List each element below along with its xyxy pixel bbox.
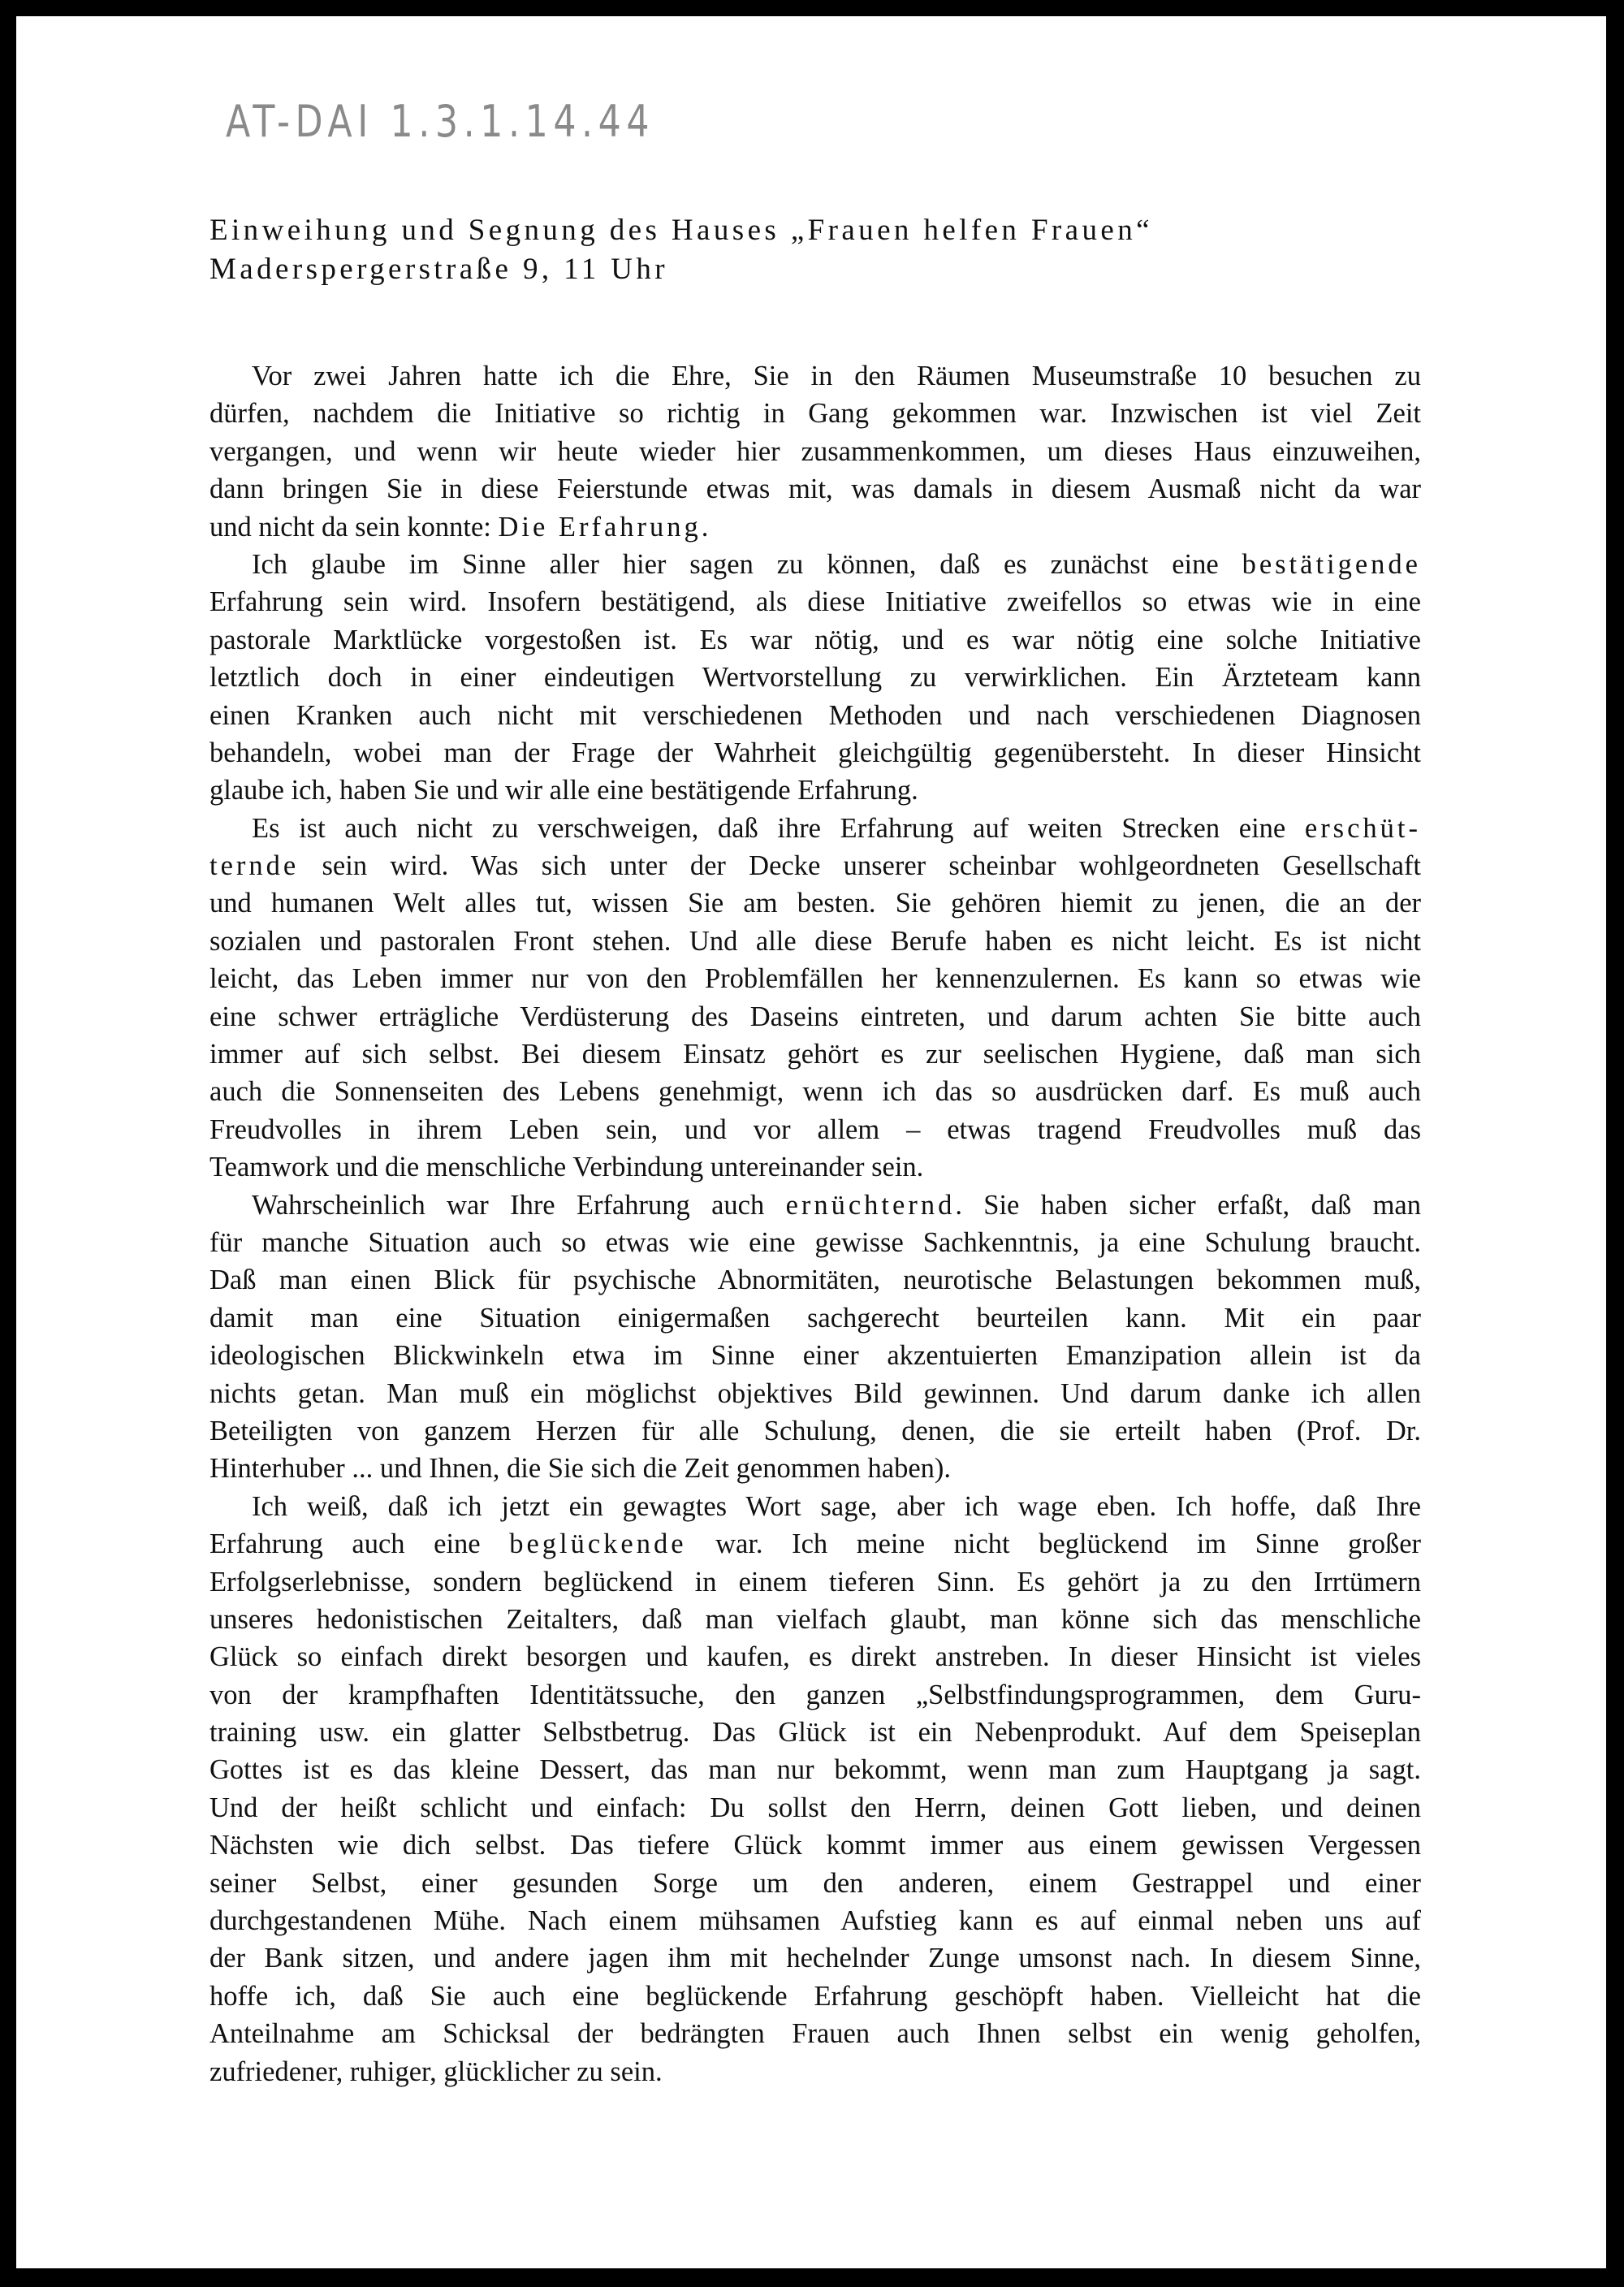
text-line [209,810,1421,847]
line-text-after: sein wird. Was sich unter der Decke unserer scheinbar wohlgeordneten Gesellschaft [299,850,1421,882]
text-line [209,583,1421,620]
text-line [209,1148,1421,1186]
text-line [209,508,1421,546]
text-line [209,923,1421,960]
text-line [209,1375,1421,1412]
paragraph [209,810,1421,1187]
paragraph [209,546,1421,810]
line-text: von der krampfhaften Identitätssuche, den ganzen „Selbstfindungsprogrammen, dem Guru- [209,1679,1421,1710]
text-line [209,1676,1421,1714]
line-text: Gottes ist es das kleine Dessert, das man nur bekommt, wenn man zum Hauptgang ja sagt. [209,1754,1421,1786]
text-line [209,1488,1421,1525]
line-text: Beteiligten von ganzem Herzen für alle Schulung, denen, die sie erteilt haben (Prof. Dr. [209,1415,1421,1446]
text-line [209,1261,1421,1299]
line-text: Freudvolles in ihrem Leben sein, und vor allem – etwas tragend Freudvolles muß das [209,1113,1421,1145]
text-line [209,546,1421,583]
emphasized-word: ternde [209,850,300,882]
text-line [209,884,1421,922]
line-text: letztlich doch in einer eindeutigen Wertvorstellung zu verwirklichen. Ein Ärzteteam kann [209,662,1421,694]
text-line [209,659,1421,696]
emphasized-word: ernüchternd [785,1189,956,1221]
document-page [16,16,1606,2268]
line-text: Ich weiß, daß ich jetzt ein gewagtes Wort sage, aber ich wage eben. Ich hoffe, daß Ihre [252,1490,1421,1522]
line-text: Nächsten wie dich selbst. Das tiefere Glück kommt immer aus einem gewissen Vergessen [209,1830,1421,1861]
text-line [209,847,1421,884]
line-text: Ich glaube im Sinne aller hier sagen zu können, daß es zunächst eine [252,548,1242,580]
text-line [209,1525,1421,1563]
line-text: Hinterhuber ... und Ihnen, die Sie sich die Zeit genommen haben). [209,1453,952,1485]
text-line [209,1751,1421,1788]
line-text: Und der heißt schlicht und einfach: Du sollst den Herrn, deinen Gott lieben, und deinen [209,1792,1421,1823]
title-line-1: Einweihung und Segnung des Hauses „Frauen helfen Frauen“ [209,214,1153,247]
line-text: Erfahrung sein wird. Insofern bestätigend, als diese Initiative zweifellos so etwas wie in eine [209,586,1421,618]
line-text: damit man eine Situation einigermaßen sachgerecht beurteilen kann. Mit ein paar [209,1302,1421,1334]
text-line [209,1337,1421,1374]
text-line [209,1714,1421,1751]
line-text-after: war. Ich meine nicht beglückend im Sinne großer [686,1528,1421,1560]
text-line [209,1450,1421,1487]
line-text: ideologischen Blickwinkeln etwa im Sinne einer akzentuierten Emanzipation allein ist da [209,1340,1421,1372]
text-line [209,1035,1421,1073]
line-text: leicht, das Leben immer nur von den Problemfällen her kennenzulernen. Es kann so etwas wie [209,963,1421,995]
text-line [209,1111,1421,1148]
text-line [209,357,1421,395]
line-text: Erfahrung auch eine [209,1528,510,1560]
line-text: für manche Situation auch so etwas wie eine gewisse Sachkenntnis, ja eine Schulung braucht. [209,1226,1421,1258]
text-line [209,1563,1421,1601]
text-line [209,772,1421,809]
line-text: pastorale Marktlücke vorgestoßen ist. Es war nötig, und es war nötig eine solche Initiative [209,624,1421,655]
text-line [209,734,1421,772]
text-line [209,1412,1421,1450]
line-text: sozialen und pastoralen Front stehen. Und alle diese Berufe haben es nicht leicht. Es ist nicht [209,925,1421,957]
text-line [209,1865,1421,1902]
line-text: seiner Selbst, einer gesunden Sorge um den anderen, einem Gestrappel und einer [209,1867,1421,1899]
paragraph [209,1187,1421,1488]
line-text: und nicht da sein konnte: [209,511,499,543]
text-line [209,470,1421,508]
line-text: einen Kranken auch nicht mit verschiedenen Methoden und nach verschiedenen Diagnosen [209,699,1421,731]
archive-reference-handwritten: AT-DAI 1.3.1.14.44 [226,96,655,147]
line-text: immer auf sich selbst. Bei diesem Einsatz gehört es zur seelischen Hygiene, daß man sich [209,1039,1421,1070]
line-text: nichts getan. Man muß ein möglichst objektives Bild gewinnen. Und darum danke ich allen [209,1377,1421,1409]
line-text: glaube ich, haben Sie und wir alle eine bestätigende Erfahrung. [209,775,918,806]
emphasized-word: beglückende [509,1528,687,1560]
text-line [209,1978,1421,2015]
line-text: Es ist auch nicht zu verschweigen, daß ihre Erfahrung auf weiten Strecken eine [252,812,1305,844]
text-line [209,697,1421,734]
text-line [209,1187,1421,1224]
speech-body [209,357,1421,2090]
text-line [209,1073,1421,1110]
text-line [209,1939,1421,1977]
text-line [209,1299,1421,1337]
paragraph [209,1488,1421,2090]
line-text: vergangen, und wenn wir heute wieder hier zusammenkommen, um dieses Haus einzuweihen, [209,435,1421,467]
emphasized-word: bestätigende [1242,548,1421,580]
line-text: der Bank sitzen, und andere jagen ihm mit hechelnder Zunge umsonst nach. In diesem Sinne, [209,1943,1421,1974]
text-line [209,2053,1421,2090]
line-text-after: . Sie haben sicher erfaßt, daß man [955,1189,1421,1221]
text-line [209,621,1421,659]
line-text: hoffe ich, daß Sie auch eine beglückende Erfahrung geschöpft haben. Vielleicht hat die [209,1980,1421,2012]
line-text-after: . [701,511,709,543]
emphasized-word: erschüt- [1304,812,1421,844]
emphasized-word: Die Erfahrung [498,511,702,543]
line-text: auch die Sonnenseiten des Lebens genehmigt, wenn ich das so ausdrücken darf. Es muß auch [209,1076,1421,1108]
line-text: und humanen Welt alles tut, wissen Sie am besten. Sie gehören hiemit zu jenen, die an der [209,888,1421,919]
line-text: Daß man einen Blick für psychische Abnormitäten, neurotische Belastungen bekommen muß, [209,1265,1421,1296]
line-text: Erfolgserlebnisse, sondern beglückend in einem tieferen Sinn. Es gehört ja zu den Irrtümern [209,1566,1421,1597]
line-text: behandeln, wobei man der Frage der Wahrheit gleichgültig gegenübersteht. In dieser Hinsicht [209,737,1421,768]
title-line-2: Maderspergerstraße 9, 11 Uhr [209,253,668,286]
line-text: durchgestandenen Mühe. Nach einem mühsamen Aufstieg kann es auf einmal neben uns auf [209,1905,1421,1937]
text-line [209,1789,1421,1827]
document-title [209,211,1153,289]
line-text: eine schwer erträgliche Verdüsterung des Daseins eintreten, und darum achten Sie bitte auch [209,1001,1421,1032]
line-text: unseres hedonistischen Zeitalters, daß man vielfach glaubt, man könne sich das menschliche [209,1603,1421,1635]
paragraph [209,357,1421,546]
line-text: Anteilnahme am Schicksal der bedrängten Frauen auch Ihnen selbst ein wenig geholfen, [209,2018,1421,2050]
line-text: Vor zwei Jahren hatte ich die Ehre, Sie in den Räumen Museumstraße 10 besuchen zu [252,361,1421,391]
line-text: Wahrscheinlich war Ihre Erfahrung auch [252,1189,786,1221]
line-text: Teamwork und die menschliche Verbindung untereinander sein. [209,1152,924,1183]
text-line [209,433,1421,470]
text-line [209,395,1421,432]
text-line [209,1601,1421,1638]
line-text: Glück so einfach direkt besorgen und kaufen, es direkt anstreben. In dieser Hinsicht ist vieles [209,1641,1421,1673]
line-text: zufriedener, ruhiger, glücklicher zu sein. [209,2056,663,2087]
text-line [209,1224,1421,1261]
text-line [209,1827,1421,1864]
text-line [209,960,1421,997]
line-text: dann bringen Sie in diese Feierstunde etwas mit, was damals in diesem Ausmaß nicht da war [209,473,1421,505]
text-line [209,998,1421,1035]
text-line [209,1638,1421,1675]
line-text: training usw. ein glatter Selbstbetrug. Das Glück ist ein Nebenprodukt. Auf dem Speiseplan [209,1717,1421,1749]
text-line [209,1902,1421,1939]
line-text: dürfen, nachdem die Initiative so richtig in Gang gekommen war. Inzwischen ist viel Zeit [209,398,1421,430]
text-line [209,2015,1421,2052]
